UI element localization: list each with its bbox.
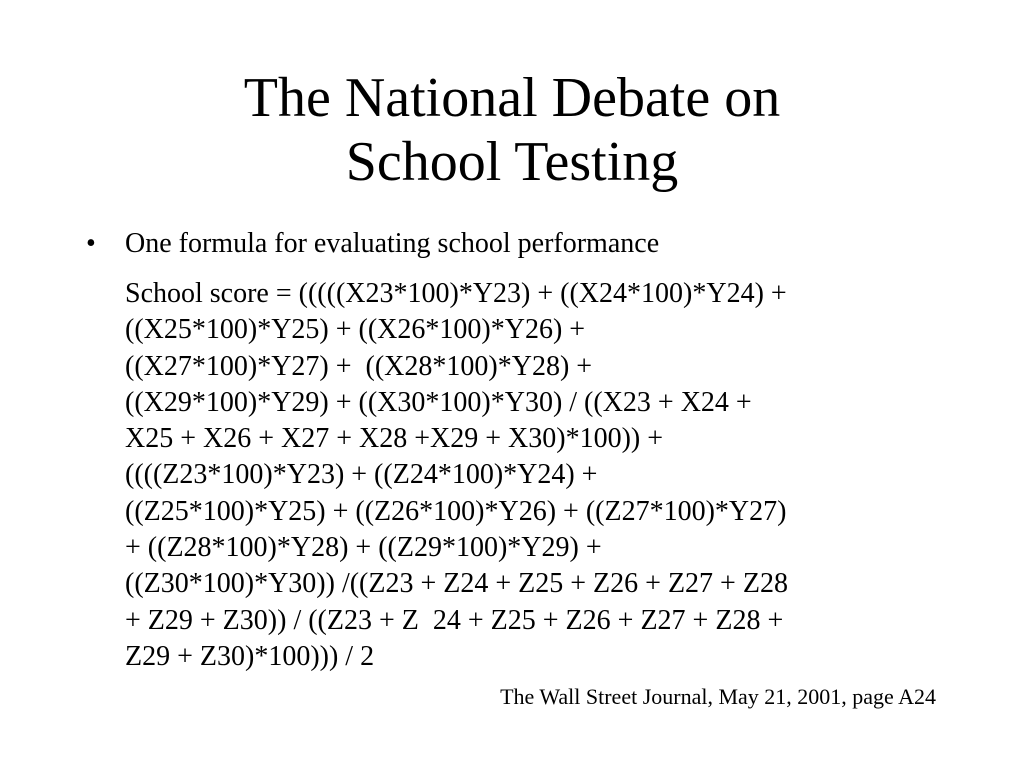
slide-title-line-1: The National Debate on (243, 67, 781, 129)
bullet-marker: • (86, 228, 96, 259)
formula-line-6: ((((Z23*100)*Y23) + ((Z24*100)*Y24) + (125, 459, 598, 491)
source-citation: The Wall Street Journal, May 21, 2001, page A24 (500, 684, 936, 709)
slide-title (0, 66, 1024, 194)
school-score-formula (125, 276, 945, 675)
formula-line-4: ((X29*100)*Y29) + ((X30*100)*Y30) / ((X23 + X24 + (125, 386, 752, 418)
formula-line-1: School score = (((((X23*100)*Y23) + ((X24*100)*Y24) + (125, 278, 787, 309)
formula-line-7: ((Z25*100)*Y25) + ((Z26*100)*Y26) + ((Z27*100)*Y27) (125, 495, 787, 527)
formula-line-11: Z29 + Z30)*100))) / 2 (125, 640, 375, 672)
formula-line-9: ((Z30*100)*Y30)) /((Z23 + Z24 + Z25 + Z26 + Z27 + Z28 (125, 568, 788, 600)
formula-line-8: + ((Z28*100)*Y28) + ((Z29*100)*Y29) + (125, 532, 602, 564)
formula-line-2: ((X25*100)*Y25) + ((X26*100)*Y26) + (125, 314, 586, 346)
formula-line-5: X25 + X26 + X27 + X28 +X29 + X30)*100)) + (125, 423, 664, 455)
formula-line-10: + Z29 + Z30)) / ((Z23 + Z 24 + Z25 + Z26 + Z27 + Z28 + (125, 604, 784, 636)
bullet-text: One formula for evaluating school performance (125, 228, 660, 259)
slide-title-line-2: School Testing (345, 131, 679, 193)
formula-line-3: ((X27*100)*Y27) + ((X28*100)*Y28) + (125, 350, 593, 382)
